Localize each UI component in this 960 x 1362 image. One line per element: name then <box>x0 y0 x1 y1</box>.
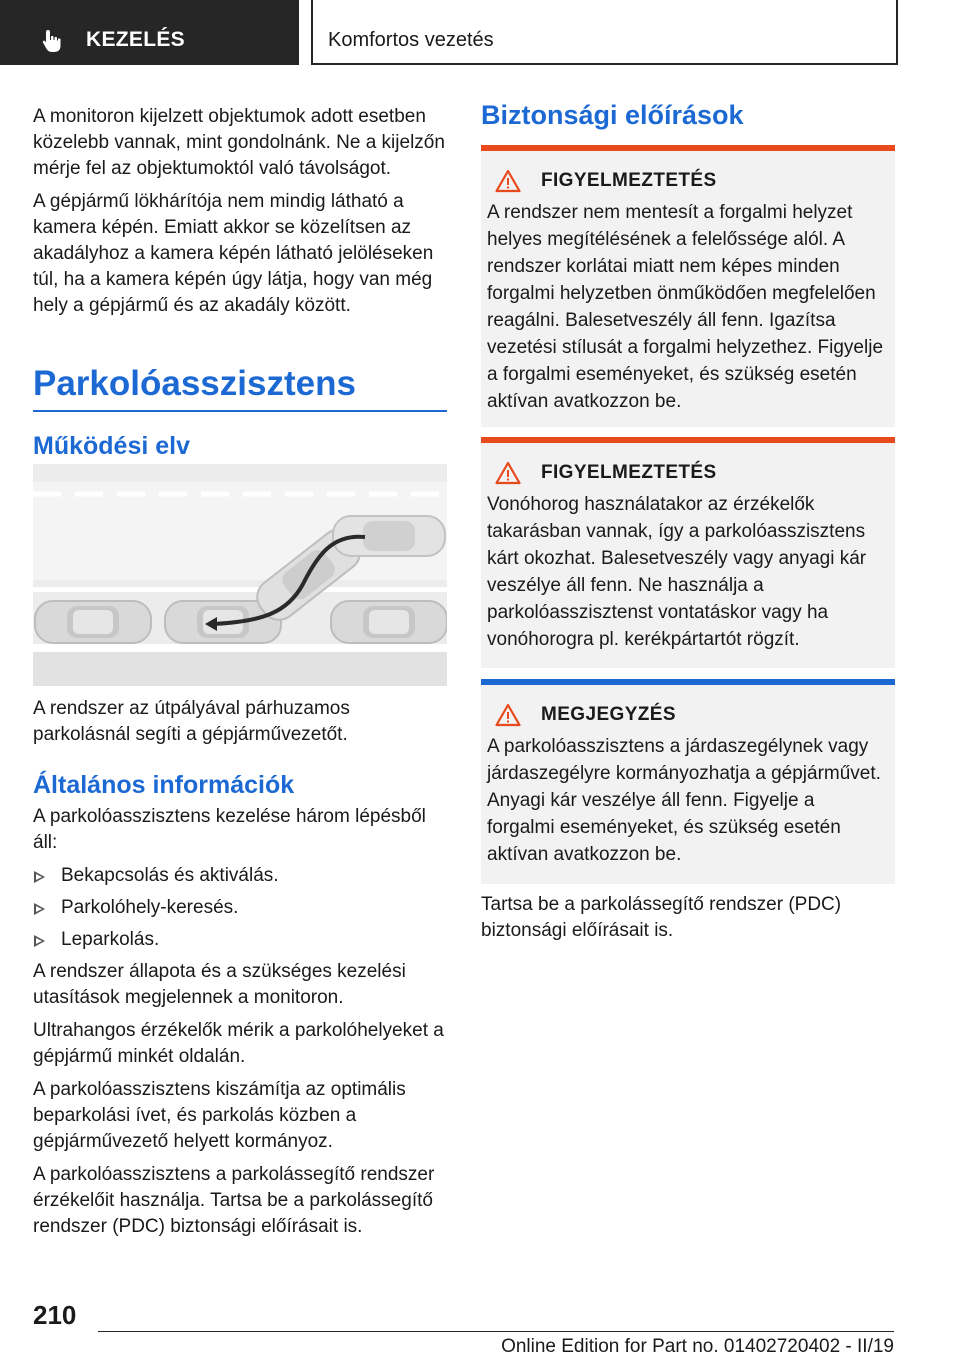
closing-paragraph: Tartsa be a parkolássegítő rendszer (PDC) biztonsági előírásait is. <box>481 894 842 941</box>
general-intro: A parkolóasszisztens kezelése három lépésből áll: <box>33 806 426 853</box>
warning-box-2 <box>481 437 895 668</box>
bullet-triangle-icon <box>34 935 45 947</box>
section-label: KEZELÉS <box>86 28 185 51</box>
warning-box-1 <box>481 145 895 427</box>
sub-heading-general-info: Általános információk <box>33 771 295 799</box>
list-item: Leparkolás. <box>33 927 447 953</box>
note-box <box>481 679 895 884</box>
warning-title: FIGYELMEZTETÉS <box>541 170 717 191</box>
edition-text: Online Edition for Part no. 01402720402 - II/19 <box>501 1336 894 1357</box>
intro-paragraph-2: A gépjármű lökhárítója nem mindig látható a kamera képén. Emiatt akkor se közelítsen az akadályhoz a kamera képén látható jelöléseken túl, ha a kamera képén úgy látja, hogy van még hely a gépjármű és az akadály között. <box>33 191 434 316</box>
calc-paragraph: A parkolóasszisztens kiszámítja az optimális beparkolási ívet, és parkolás közben a gépjárművezető helyett kormányoz. <box>33 1079 406 1152</box>
note-text: A parkolóasszisztens a járdaszegélynek vagy járdaszegélyre kormányozhatja a gépjárművet. Anyagi kár veszélye áll fenn. Figyelje a forgalmi eseményeket, és szükség esetén aktívan avatkozzon be. <box>487 736 881 865</box>
warning-text: A rendszer nem mentesít a forgalmi helyzet helyes megítélésének a felelőssége alól. A rendszer korlátai miatt nem képes minden forgalmi helyzetben önműködően megfelelően reagálni. Balesetveszély áll fenn. Igazítsa vezetési stílusát a forgalmi helyzethez. Figyelje a forgalmi eseményeket, és szükség esetén aktívan avatkozzon be. <box>487 202 884 412</box>
bullet-triangle-icon <box>34 871 45 883</box>
intro-paragraph-1: A monitoron kijelzett objektumok adott esetben közelebb vannak, mint gondolnánk. Ne a kijelzőn mérje fel az objektumoktól való távolságot. <box>33 106 445 179</box>
left-column-lower <box>33 696 447 1247</box>
warning-title: FIGYELMEZTETÉS <box>541 462 717 483</box>
left-column <box>33 104 447 461</box>
parking-illustration <box>33 464 447 686</box>
page-number: 210 <box>33 1300 77 1330</box>
footer-rule <box>98 1331 894 1332</box>
parked-car-right <box>331 601 447 643</box>
parking-diagram-svg <box>33 464 447 686</box>
warning-text: Vonóhorog használatakor az érzékelők takarásban vannak, így a parkolóasszisztens kárt okozhat. Balesetveszély vagy anyagi kár veszélye áll fenn. Ne használja a parkolóasszisztenst vontatáskor vagy ha vonóhorogra pl. kerékpártartót rögzít. <box>487 494 867 650</box>
list-item: Bekapcsolás és aktiválás. <box>33 863 447 889</box>
right-column-closing <box>481 892 895 951</box>
bullet-triangle-icon <box>34 903 45 915</box>
hand-icon <box>42 29 64 53</box>
list-item: Parkolóhely-keresés. <box>33 895 447 921</box>
safety-heading: Biztonsági előírások <box>481 100 744 130</box>
sensors-paragraph: Ultrahangos érzékelők mérik a parkolóhelyeket a gépjármű minkét oldalán. <box>33 1020 444 1067</box>
note-title: MEGJEGYZÉS <box>541 704 676 725</box>
note-triangle-icon <box>495 703 521 727</box>
main-heading: Parkolóasszisztens <box>33 364 356 403</box>
warning-triangle-icon <box>495 169 521 193</box>
right-column <box>481 100 895 131</box>
sub-heading-working-principle: Működési elv <box>33 432 190 460</box>
illustration-caption: A rendszer az útpályával párhuzamos parkolásnál segíti a gépjárművezetőt. <box>33 698 350 745</box>
footer-edition <box>0 1336 894 1358</box>
status-paragraph: A rendszer állapota és a szükséges kezelési utasítások megjelennek a monitoron. <box>33 961 406 1008</box>
pdc-paragraph: A parkolóasszisztens a parkolássegítő rendszer érzékelőit használja. Tartsa be a parkolássegítő rendszer (PDC) biztonsági előírásait is. <box>33 1164 435 1237</box>
steps-list <box>33 863 447 953</box>
header-section-tab <box>0 0 299 65</box>
chapter-title: Komfortos vezetés <box>328 29 494 51</box>
header-chapter-frame <box>311 0 898 65</box>
parked-car-left <box>35 601 151 643</box>
warning-triangle-icon <box>495 461 521 485</box>
